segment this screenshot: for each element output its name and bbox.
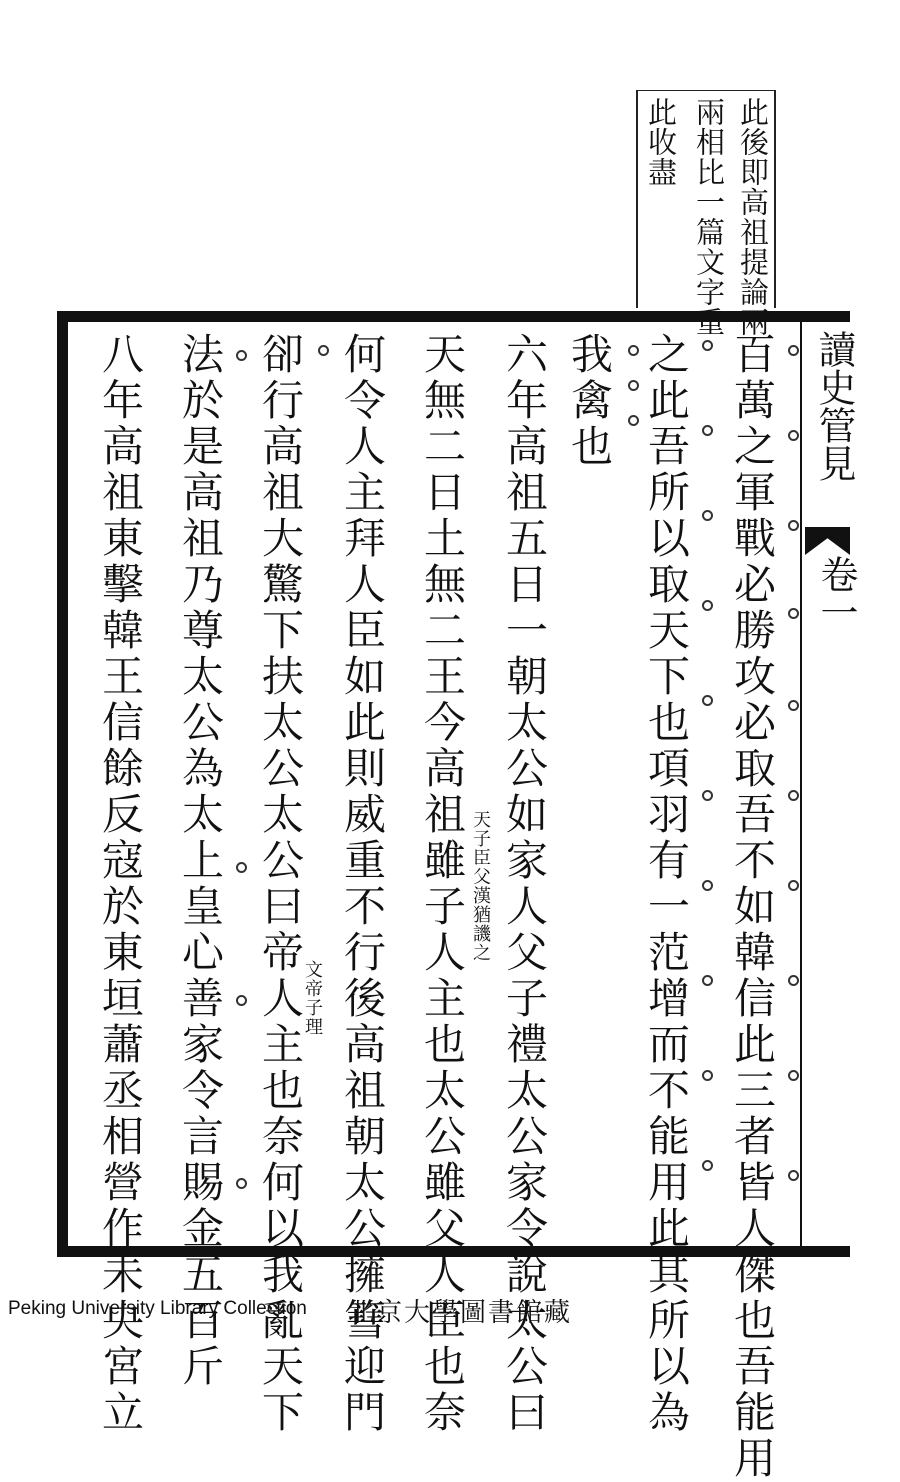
punctuation-circle xyxy=(702,1160,713,1171)
text-column-6: 何令人主拜人臣如此則威重不行後高祖朝太公擁篲迎門 xyxy=(338,332,387,1436)
punctuation-circle xyxy=(788,700,799,711)
margin-volume-label: 卷一 xyxy=(814,555,858,631)
punctuation-circle xyxy=(788,430,799,441)
text-column-2: 之此吾所以取天下也項羽有一范增而不能用此其所以為 xyxy=(642,332,691,1436)
headnote-line-3: 此收盡 xyxy=(644,97,678,187)
footer-collection-english: Peking University Library Collection xyxy=(8,1298,307,1319)
headnote-line-2: 兩相比一篇文字重 xyxy=(692,97,726,337)
headnote-line-1: 此後即高祖提論兩 xyxy=(736,97,770,337)
margin-divider xyxy=(800,320,802,1248)
text-column-1: 百萬之軍戰必勝攻必取吾不如韓信此三者皆人傑也吾能用 xyxy=(728,332,777,1482)
punctuation-circle xyxy=(788,975,799,986)
text-column-7: 卻行高祖大驚下扶太公太公曰帝人主也奈何以我亂天下 xyxy=(256,332,305,1436)
punctuation-circle xyxy=(236,1178,247,1189)
punctuation-circle xyxy=(702,425,713,436)
punctuation-circle xyxy=(628,380,639,391)
punctuation-circle xyxy=(702,880,713,891)
punctuation-circle xyxy=(628,345,639,356)
punctuation-circle xyxy=(702,340,713,351)
text-column-3: 我禽也 xyxy=(565,332,614,470)
text-column-4: 六年高祖五日一朝太公如家人父子禮太公家令說太公曰 xyxy=(500,332,549,1436)
margin-book-title: 讀史管見 xyxy=(812,330,856,482)
text-column-5: 天無二日土無二王今高祖雖子人主也太公雖父人臣也奈 xyxy=(418,332,467,1436)
punctuation-circle xyxy=(702,1070,713,1081)
punctuation-circle xyxy=(702,510,713,521)
punctuation-circle xyxy=(236,350,247,361)
text-column-8: 法於是高祖乃尊太公為太上皇心善家令言賜金五百斤 xyxy=(176,332,225,1390)
punctuation-circle xyxy=(628,415,639,426)
headnote-box xyxy=(636,90,776,337)
punctuation-circle xyxy=(788,520,799,531)
interlinear-note-1: 天子臣父漢猶譏之 xyxy=(470,810,491,962)
interlinear-note-2: 文帝子理 xyxy=(302,960,323,1036)
punctuation-circle xyxy=(788,608,799,619)
punctuation-circle xyxy=(788,345,799,356)
punctuation-circle xyxy=(318,345,329,356)
punctuation-circle xyxy=(702,975,713,986)
footer-collection-chinese: 北京大學圖書館藏 xyxy=(348,1298,573,1328)
punctuation-circle xyxy=(702,790,713,801)
punctuation-circle xyxy=(702,600,713,611)
text-column-9: 八年高祖東擊韓王信餘反寇於東垣蕭丞相營作未央宮立 xyxy=(96,332,145,1436)
punctuation-circle xyxy=(788,1170,799,1181)
punctuation-circle xyxy=(236,862,247,873)
punctuation-circle xyxy=(702,695,713,706)
punctuation-circle xyxy=(236,995,247,1006)
punctuation-circle xyxy=(788,880,799,891)
punctuation-circle xyxy=(788,1070,799,1081)
punctuation-circle xyxy=(788,790,799,801)
